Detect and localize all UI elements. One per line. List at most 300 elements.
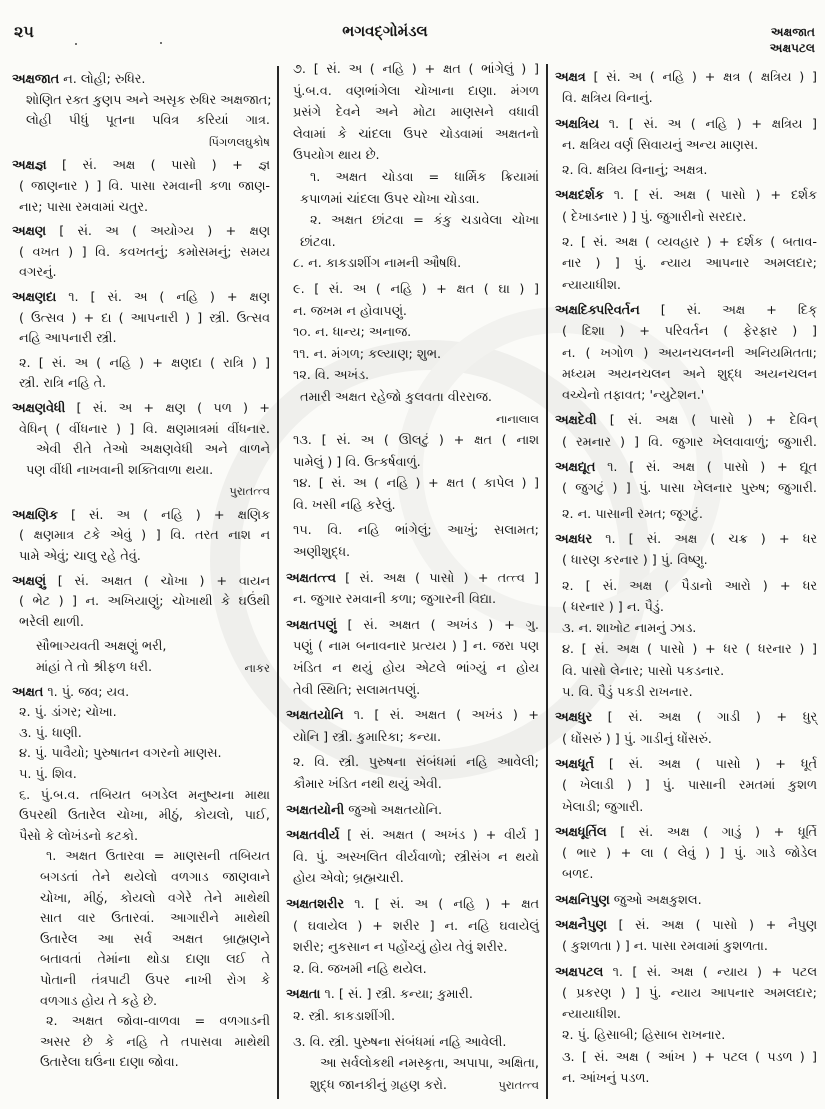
definition-line <box>555 504 817 525</box>
definition-line <box>12 309 270 330</box>
definition-line <box>555 207 817 228</box>
entry-headline <box>555 457 817 478</box>
line-text: ન. ક્ષત્રિય વર્ણ સિવાયનું અન્ય માણસ. <box>562 137 759 153</box>
quotation-line <box>286 1053 539 1075</box>
definition-line <box>286 680 539 702</box>
quotation-line <box>12 847 270 868</box>
line-text: પ્રસંગે દેવને અને મોટા માણસને વધાવી <box>293 105 539 121</box>
entry-headline <box>12 288 270 309</box>
definition-line <box>286 279 539 301</box>
headword: અક્ષતવીર્ય <box>286 828 340 844</box>
line-text: નહિ આપનારી સ્ત્રી. <box>19 331 117 347</box>
line-text: ઉતારેલા ઘઉંના દાણા જોવા. <box>40 1055 179 1071</box>
entry-headline <box>12 683 270 704</box>
definition-line <box>286 727 539 749</box>
line-text: સ્ત્રી. રાત્રિ નહિ તે. <box>19 376 107 392</box>
quotation-line <box>286 210 539 232</box>
line-text: વિ. ખસી નહિ કરેલું. <box>293 497 396 513</box>
guide-words <box>770 24 815 56</box>
line-text: ૨. ન. પાસાની રમત; જૂગટું. <box>562 506 703 522</box>
definition-line <box>555 1025 817 1046</box>
quotation-line <box>12 1012 270 1033</box>
line-text: લેવામાં કે ચાંદલા ઉપર ચોડવામાં અક્ષતનો <box>293 126 539 142</box>
line-text: [ સં. અક્ષ ( પાસો ) + દેવિન્ <box>596 413 817 429</box>
headword: અક્ષત્ર <box>555 70 586 85</box>
definition-line <box>12 744 270 765</box>
definition-line <box>555 88 817 109</box>
line-text: ૧. [ સં. અક્ષ ( પાસો ) + દર્શક <box>603 188 817 204</box>
line-text: ૧. [ સં. અ ( નહિ ) + ક્ષત <box>344 896 539 912</box>
definition-line <box>555 983 817 1004</box>
definition-line <box>12 329 270 350</box>
headword: અક્ષતયોનિ <box>286 708 344 724</box>
column-3 <box>555 67 817 1089</box>
entry-headline <box>555 410 817 431</box>
definition-line <box>555 1004 817 1025</box>
line-text: ( દેખાડનાર ) ] પું. જુગારીનો સરદાર. <box>562 209 747 225</box>
entry-headline <box>12 399 270 420</box>
definition-line <box>12 374 270 395</box>
definition-line <box>12 703 270 724</box>
line-text: ૧૩. [ સં. અ ( ઊલટું ) + ક્ષત ( નાશ <box>293 433 539 449</box>
definition-line <box>286 365 539 387</box>
quotation-line <box>286 232 539 254</box>
definition-line <box>12 243 270 264</box>
definition-line <box>286 495 539 517</box>
column-divider <box>277 66 279 1099</box>
line-text: [ સં. અક્ષ + દિક્ <box>639 302 817 318</box>
definition-line <box>286 1032 539 1054</box>
line-text: પુરાતત્ત્વ <box>229 484 270 499</box>
line-text: ( ધોંસરું ) ] પું. ગાડીનું ધોંસરું. <box>562 731 712 747</box>
line-text: વેધિન્ ( વીંધનાર ) ] વિ. ક્ષણમાત્રમાં વીંધનાર. <box>19 421 270 437</box>
line-text: ૧૦. ન. ધાન્ય; અનાજ. <box>293 325 412 341</box>
definition-line <box>555 364 817 385</box>
line-text: ખંડિત ન થયું હોય એટલે ભાંગ્યું ન હોય <box>293 661 539 677</box>
line-text: વિ. ક્ષત્રિય વિનાનું. <box>562 91 653 107</box>
definition-line <box>555 1047 817 1068</box>
line-text: વળગાડ હોય તે કહે છે. <box>40 993 158 1009</box>
headword: અક્ષધૂર્ત <box>555 756 594 772</box>
line-text: ૧. [ સં. અક્ષ ( ન્યાય ) + પટલ <box>603 964 817 980</box>
line-text: ન. ( ખગોળ ) અયનચલનની અનિયમિતતા; <box>562 345 817 361</box>
guide-word-last: અક્ષપટલ <box>769 41 815 55</box>
definition-line <box>555 321 817 342</box>
definition-line <box>286 1006 539 1028</box>
entry-headline <box>286 984 539 1006</box>
line-text: ( વખત ) ] વિ. કવખતનું; કમોસમનું; સમય <box>19 244 270 260</box>
definition-line <box>286 752 539 774</box>
line-text: [ સં. અક્ષત ( અખંડ ) + ગુ. <box>336 617 539 633</box>
line-text: ૨. [ સં. અક્ષ ( પૈડાનો આરો ) + ધર <box>562 578 817 594</box>
line-text: ન્યાયાધીશ. <box>562 277 621 293</box>
line-text: ન. આંખનું પડળ. <box>562 1071 650 1087</box>
headword: અક્ષણ <box>12 224 46 240</box>
line-text: ૧. [ સં. અ ( નહિ ) + ક્ષત્રિય ] <box>599 116 817 132</box>
definition-line <box>286 520 539 542</box>
line-text: ન. જખમ ન હોવાપણું. <box>293 303 407 319</box>
entry-headline <box>286 705 539 727</box>
definition-line <box>286 59 539 81</box>
line-text: જુઓ અક્ષતયોનિ. <box>344 802 443 818</box>
line-text: ભરેલી થાળી. <box>19 614 84 630</box>
guide-word-first: અક્ષજાત <box>770 25 815 39</box>
definition-line <box>12 420 270 441</box>
headword: અક્ષત <box>12 684 44 700</box>
line-text: બગડતાં તેને થયેલો વળગાડ જાણવાને <box>40 869 270 885</box>
definition-line <box>555 618 817 639</box>
entry-headline <box>12 572 270 593</box>
line-text: [ સં. અક્ષ ( પાસો ) + જ્ઞ <box>46 158 270 174</box>
definition-line <box>555 160 817 181</box>
line-text: પિંગળલઘુકોષ <box>208 134 270 149</box>
line-text: ૨. પું. હિસાબી; હિસાબ રાખનાર. <box>562 1028 726 1044</box>
definition-line <box>286 774 539 796</box>
line-text: ૩. ન. શાખોટ નામનું ઝાડ. <box>562 621 697 637</box>
quotation-line <box>12 637 270 658</box>
quotation-line <box>286 387 539 409</box>
quotation-text: માંહાં તે તો શ્રીફળ ધરી. <box>36 660 153 676</box>
definition-line <box>286 344 539 366</box>
line-text: નાર ) ] પું. ન્યાય આપનાર અમલદાર; <box>562 256 817 272</box>
line-text: ૧. [ સં. અ ( નહિ ) + ક્ષણ <box>56 289 270 305</box>
entry-headline <box>555 529 817 550</box>
line-text: અસર છે કે નહિ તે તપાસવા માથેથી <box>40 1034 270 1050</box>
headword: અક્ષતત્ત્વ <box>286 570 336 586</box>
line-text: આ સર્વલોકથી નમસ્કૃતા, અપાપા, અક્ષિતા, <box>320 1056 539 1072</box>
definition-line <box>12 765 270 786</box>
definition-line <box>555 775 817 796</box>
line-text: ( ધારણ કરનાર ) ] પું. વિષ્ણુ. <box>562 553 708 569</box>
quotation-line <box>12 91 270 112</box>
quotation-line <box>12 1053 270 1074</box>
entry-headline <box>12 156 270 177</box>
line-text: [ સં. અક્ષ ( ગાડી ) + ધુર્ <box>592 710 817 726</box>
definition-line <box>555 639 817 660</box>
definition-line <box>555 253 817 274</box>
definition-line <box>286 937 539 959</box>
entry-headline <box>286 568 539 590</box>
headword: અક્ષધૂર્તિલ <box>555 824 607 840</box>
source-citation <box>286 409 539 431</box>
line-text: [ સં. અક્ષત ( ચોખા ) + વાયન <box>45 573 270 589</box>
definition-line <box>286 81 539 103</box>
definition-line <box>12 613 270 634</box>
line-text: ૨. [ સં. અક્ષ ( વ્યવહાર ) + દર્શક ( બતાવ- <box>562 235 817 251</box>
quotation-text: શુદ્ધ જાનકીનું ગ્રહણ કરો. <box>310 1077 447 1093</box>
line-text: ૨. અક્ષત છાંટવા = કંકુ ચડાવેલા ચોખા <box>310 213 539 229</box>
line-text: ઉતારેલ આ સર્વ અક્ષત બ્રાહ્મણને <box>40 931 270 947</box>
definition-line <box>286 430 539 452</box>
line-text: નાનાલાલ <box>496 411 539 426</box>
column-divider <box>546 64 548 1099</box>
line-text: ૩. વિ. સ્ત્રી. પુરુષના સંબંધમાં નહિ આવેલી. <box>293 1034 507 1050</box>
headword: અક્ષદેવી <box>555 413 597 429</box>
line-text: ખેલાડી; જુગારી. <box>562 799 644 815</box>
line-text: વિ. પું. અસ્ખલિત વીર્યવાળો; સ્ત્રીસંગ ન થયો <box>293 849 539 865</box>
line-text: ( ભેટ ) ] ન. અખિયાણું; ચોખાથી કે ઘઉંથી <box>19 594 270 610</box>
line-text: ૪. પું. પાવૈયો; પુરુષાતન વગરનો માણસ. <box>19 746 222 762</box>
scan-speck <box>75 43 77 45</box>
line-text: સૌભાગ્યવતી અક્ષણું ભરી, <box>36 639 167 655</box>
line-text: પણ વીંધી નાખવાની શક્તિવાળા થયા. <box>26 462 214 478</box>
entry-headline <box>555 915 817 936</box>
line-text: ( પ્રકરણ ) ] પું. ન્યાય આપનાર અમલદાર; <box>562 985 817 1001</box>
line-text: ૨. સ્ત્રી. કાકડાશીંગી. <box>293 1008 396 1024</box>
line-text: ૧. પું. જવ; યવ. <box>43 684 130 700</box>
entry-headline <box>555 300 817 321</box>
quotation-line <box>12 461 270 482</box>
entry-headline <box>12 70 270 91</box>
definition-line <box>12 786 270 807</box>
line-text: ( ભાર ) + લા ( લેવું ) ] પું. ગાડે જોડેલ <box>562 846 817 862</box>
line-text: ૧. અક્ષત ચોડવા = ધાર્મિક ક્રિયામાં <box>310 169 539 185</box>
line-text: [ સં. અ ( નહિ ) + ક્ષણિક <box>57 507 270 523</box>
line-text: ૨. [ સં. અ ( નહિ ) + ક્ષણદા ( રાત્રિ ) ] <box>19 355 270 371</box>
definition-line <box>12 547 270 568</box>
line-text: વચ્ચેનો તફાવત; 'ન્યુટેશન.' <box>562 388 705 404</box>
headword: અક્ષણવેધી <box>12 400 66 416</box>
headword: અક્ષતશરીર <box>286 896 345 912</box>
definition-line <box>555 576 817 597</box>
line-text: ૧. અક્ષત ઉતારવા = માણસની તબિયત <box>46 849 270 865</box>
line-text: ( ઘવાયેલ ) + શરીર ] ન. નહિ ઘવાયેલું <box>293 918 539 934</box>
line-text: [ સં. અક્ષત ( અખંડ ) + વીર્ય ] <box>339 828 539 844</box>
entry-headline <box>555 754 817 775</box>
definition-line <box>286 322 539 344</box>
line-text: ( ક્ષણમાત્ર ટકે એવું ) ] વિ. તરત નાશ ન <box>19 528 270 544</box>
line-text: સાત વાર ઉતારવાં. આગારીને માથેથી <box>40 911 270 927</box>
line-text: બતાવતાં તેમાંના થોડા દાણા લઈ તે <box>40 952 270 968</box>
line-text: ચોખા, મીઠું, કોયલો વગેરે તેને માથેથી <box>40 890 270 906</box>
definition-line <box>286 868 539 890</box>
line-text: નાર; પાસા રમવામાં ચતુર. <box>19 199 149 215</box>
line-text: ( ધરનાર ) ] ન. પૈડું. <box>562 599 664 615</box>
line-text: પણું ( નામ બનાવનાર પ્રત્યય ) ] ન. જરા પણ <box>293 639 539 655</box>
quotation-line <box>12 658 270 679</box>
definition-line <box>555 864 817 885</box>
entry-headline <box>286 800 539 822</box>
line-text: ઉપરથી ઉતારેલ ચોખા, મીઠું, કોયલો, પાઈ, <box>19 808 270 824</box>
source-citation: નાકર <box>244 661 270 676</box>
entry-headline <box>12 506 270 527</box>
definition-line <box>12 198 270 219</box>
quotation-line <box>12 909 270 930</box>
line-text: ૫. પું. શિવ. <box>19 767 77 782</box>
line-text: ( ખેલાડી ) ] પું. પાસાની રમતમાં કુશળ <box>562 778 817 794</box>
line-text: ( જાણનાર ) ] વિ. પાસા રમવાની કળા જાણ- <box>19 178 270 194</box>
definition-line <box>12 806 270 827</box>
headword: અક્ષદિક્પરિવર્તન <box>555 302 640 318</box>
quotation-line <box>286 167 539 189</box>
entry-headline <box>286 825 539 847</box>
quotation-line <box>12 950 270 971</box>
source-citation <box>12 132 270 153</box>
line-text: કપાળમાં ચાંદલા ઉપર ચોખા ચોડવા. <box>300 191 480 207</box>
line-text: ૧૨. વિ. અખંડ. <box>293 368 370 384</box>
line-text: શોણિત રક્ત કુણપ અને અસૃક રુધિર અક્ષજાત; <box>26 92 272 108</box>
definition-line <box>555 550 817 571</box>
line-text: ૨. અક્ષત જોવા-વાળવા = વળગાડની <box>46 1014 270 1030</box>
line-text: પોતાની તંત્રપાટી ઉપર નાખી રોગ કે <box>40 972 270 988</box>
quotation-line <box>12 930 270 951</box>
definition-line <box>286 589 539 611</box>
entry-headline <box>286 615 539 637</box>
definition-line <box>555 797 817 818</box>
line-text: વિ. પાસો લેનાર; પાસો પકડનાર. <box>562 663 725 679</box>
quotation-line <box>12 111 270 132</box>
entry-headline <box>555 707 817 728</box>
line-text: પામે એવું; ચાલુ રહે તેવું. <box>19 549 141 565</box>
entry-headline <box>555 822 817 843</box>
line-text: ( કુશળતા ) ] ન. પાસા રમવામાં કુશળતા. <box>562 939 768 955</box>
line-text: બળદ. <box>562 867 594 883</box>
definition-line <box>555 275 817 296</box>
line-text: તમારી અક્ષત રહેજો કુલવતા વીરરાજ. <box>300 389 492 405</box>
line-text: ૩. પું. ધાણી. <box>19 725 82 741</box>
headword: અક્ષધર <box>555 531 593 547</box>
definition-line <box>555 385 817 406</box>
line-text: [ સં. અ ( નહિ ) + ક્ષત્ર ( ક્ષત્રિય ) ] <box>585 70 817 85</box>
entry-headline <box>555 114 817 135</box>
definition-line <box>286 124 539 146</box>
line-text: મધ્યમ અયનચલન અને શુદ્ધ અયનચલન <box>562 366 817 382</box>
line-text: જુઓ અક્ષકુશલ. <box>609 892 702 908</box>
definition-line <box>286 636 539 658</box>
source-citation <box>12 481 270 502</box>
definition-line <box>12 354 270 375</box>
quotation-line <box>12 971 270 992</box>
quotation-line <box>12 868 270 889</box>
quotation-line <box>286 189 539 211</box>
line-text: [ સં. અક્ષ ( પાસો ) + તત્ત્વ ] <box>335 570 539 586</box>
definition-line <box>555 343 817 364</box>
line-text: ૧. [ સં. ] સ્ત્રી. કન્યા; કુમારી. <box>320 987 473 1003</box>
definition-line <box>555 843 817 864</box>
line-text: અણીશુદ્ધ. <box>293 545 351 561</box>
line-text: હોય એવો; બ્રહ્મચારી. <box>293 871 404 887</box>
line-text: તેવી સ્થિતિ; સલામતપણું. <box>293 682 421 698</box>
line-text: કૌમાર ખંડિત નથી થયું એવી. <box>293 777 442 792</box>
definition-line <box>286 473 539 495</box>
line-text: ૧૧. ન. મંગળ; કલ્યાણ; શુભ. <box>293 346 442 362</box>
line-text: ન્યાયાધીશ. <box>562 1007 621 1023</box>
line-text: ( દિશા ) + પરિવર્તન ( ફેરફાર ) ] <box>562 324 817 340</box>
definition-line <box>12 592 270 613</box>
headword: અક્ષણિક <box>12 507 58 523</box>
scan-speck <box>160 42 162 44</box>
line-text: ૨. પું. ડાંગર; ચોખા. <box>19 705 117 721</box>
definition-line <box>555 682 817 703</box>
definition-line <box>555 478 817 499</box>
line-text: છાંટવા. <box>300 234 336 250</box>
headword: અક્ષતપણું <box>286 617 337 633</box>
line-text: શરીર; નુકસાન ન પહોંચ્યું હોય તેવું શરીર. <box>293 940 508 956</box>
definition-line <box>555 661 817 682</box>
source-citation: પુરાતત્ત્વ <box>498 1077 539 1092</box>
definition-line <box>286 301 539 323</box>
definition-line <box>286 102 539 124</box>
entry-headline <box>555 962 817 983</box>
line-text: ન. લોહી; રુધિર. <box>59 72 146 87</box>
headword: અક્ષધુર <box>555 710 593 726</box>
headword: અક્ષનૈપુણ <box>555 917 607 933</box>
definition-line <box>286 916 539 938</box>
headword: અક્ષજ્ઞ <box>12 158 47 174</box>
definition-line <box>12 526 270 547</box>
column-1 <box>12 70 270 1074</box>
line-text: [ સં. અ + ક્ષણ ( પળ ) + <box>65 400 270 416</box>
book-title: ભગવદ્ગોમંડલ <box>342 22 428 40</box>
line-text: ૨. વિ. જખમી નહિ થયેલ. <box>293 961 427 977</box>
headword: અક્ષણદા <box>12 289 57 305</box>
definition-line <box>12 263 270 284</box>
definition-line <box>286 145 539 167</box>
definition-line <box>286 959 539 981</box>
quotation-line <box>12 992 270 1013</box>
quotation-line <box>12 440 270 461</box>
entry-headline <box>555 890 817 911</box>
definition-line <box>555 135 817 156</box>
line-text: ૯. [ સં. અ ( નહિ ) + ક્ષત ( ઘા ) ] <box>293 281 539 297</box>
line-text: ૪. [ સં. અક્ષ ( પાસો ) + ધર ( ધરનાર ) ] <box>562 642 817 658</box>
definition-line <box>555 232 817 253</box>
line-text: ( રમનાર ) ] વિ. જુગાર ખેલવાવાળું; જુગારી. <box>562 434 817 450</box>
line-text: [ સં. અક્ષ ( પાસો ) + ધૂર્ત <box>593 756 817 772</box>
line-text: ઉપયોગ થાય છે. <box>293 148 380 164</box>
line-text: ૧. [ સં. અક્ષ ( ચક્ર ) + ધર <box>592 531 817 547</box>
line-text: પૈસો કે લોખંડનો કટકો. <box>19 828 139 844</box>
definition-line <box>286 542 539 564</box>
line-text: વગરનું. <box>19 265 57 281</box>
column-2 <box>286 59 539 1096</box>
line-text: [ સં. અ ( અયોગ્ય ) + ક્ષણ <box>45 224 270 240</box>
line-text: પું.બ.વ. વણભાંગેલા ચોખાના દાણા. મંગળ <box>293 83 539 99</box>
headword: અક્ષજાત <box>12 72 60 87</box>
line-text: [ સં. અક્ષ ( ગાડું ) + ધૂર્તિ <box>606 824 817 840</box>
definition-line <box>286 253 539 275</box>
line-text: ૧૪. [ સં. અ ( નહિ ) + ક્ષત ( કાપેલ ) ] <box>293 476 539 492</box>
definition-line <box>12 724 270 745</box>
definition-line <box>555 729 817 750</box>
entry-headline <box>286 894 539 916</box>
line-text: ૫. વિ. પૈડું પકડી રાખનાર. <box>562 685 693 701</box>
definition-line <box>555 1068 817 1089</box>
line-text: ( ઉત્સવ ) + દા ( આપનારી ) ] સ્ત્રી. ઉત્સવ <box>19 310 270 326</box>
entry-headline <box>555 185 817 206</box>
line-text: ૧. [ સં. અક્ષત ( અખંડ ) + <box>343 708 539 724</box>
line-text: ( જુગટું ) ] પું. પાસા ખેલનાર પુરુષ; જુગારી. <box>562 481 817 497</box>
line-text: ૧૫. વિ. નહિ ભાંગેલું; આખું; સલામત; <box>293 523 539 539</box>
line-text: ૨. વિ. ક્ષત્રિય વિનાનું; અક્ષત્ર. <box>562 163 708 179</box>
line-text: ૬. પું.બ.વ. તબિયત બગડેલ મનુષ્યના માથા <box>19 787 270 803</box>
headword: અક્ષતા <box>286 987 321 1003</box>
headword: અક્ષત્રિય <box>555 116 600 132</box>
entry-headline <box>12 222 270 243</box>
line-text: ૨. વિ. સ્ત્રી. પુરુષના સંબંધમાં નહિ આવેલી; <box>293 755 539 771</box>
line-text: ૭. [ સં. અ ( નહિ ) + ક્ષત ( ભાંગેલું ) ] <box>293 62 539 77</box>
definition-line <box>555 936 817 957</box>
definition-line <box>12 827 270 848</box>
line-text: [ સં. અક્ષ ( પાસો ) + નૈપુણ <box>606 917 817 933</box>
line-text: યોનિ ] સ્ત્રી. કુમારિકા; કન્યા. <box>293 729 442 745</box>
headword: અક્ષપટલ <box>555 964 604 980</box>
line-text: લોહી પીધું પૂતના પવિત્ર કરિયાં ગાત્ર. <box>26 113 270 129</box>
definition-line <box>286 452 539 474</box>
definition-line <box>555 432 817 453</box>
headword: અક્ષનિપુણ <box>555 892 610 908</box>
headword: અક્ષણું <box>12 573 46 589</box>
